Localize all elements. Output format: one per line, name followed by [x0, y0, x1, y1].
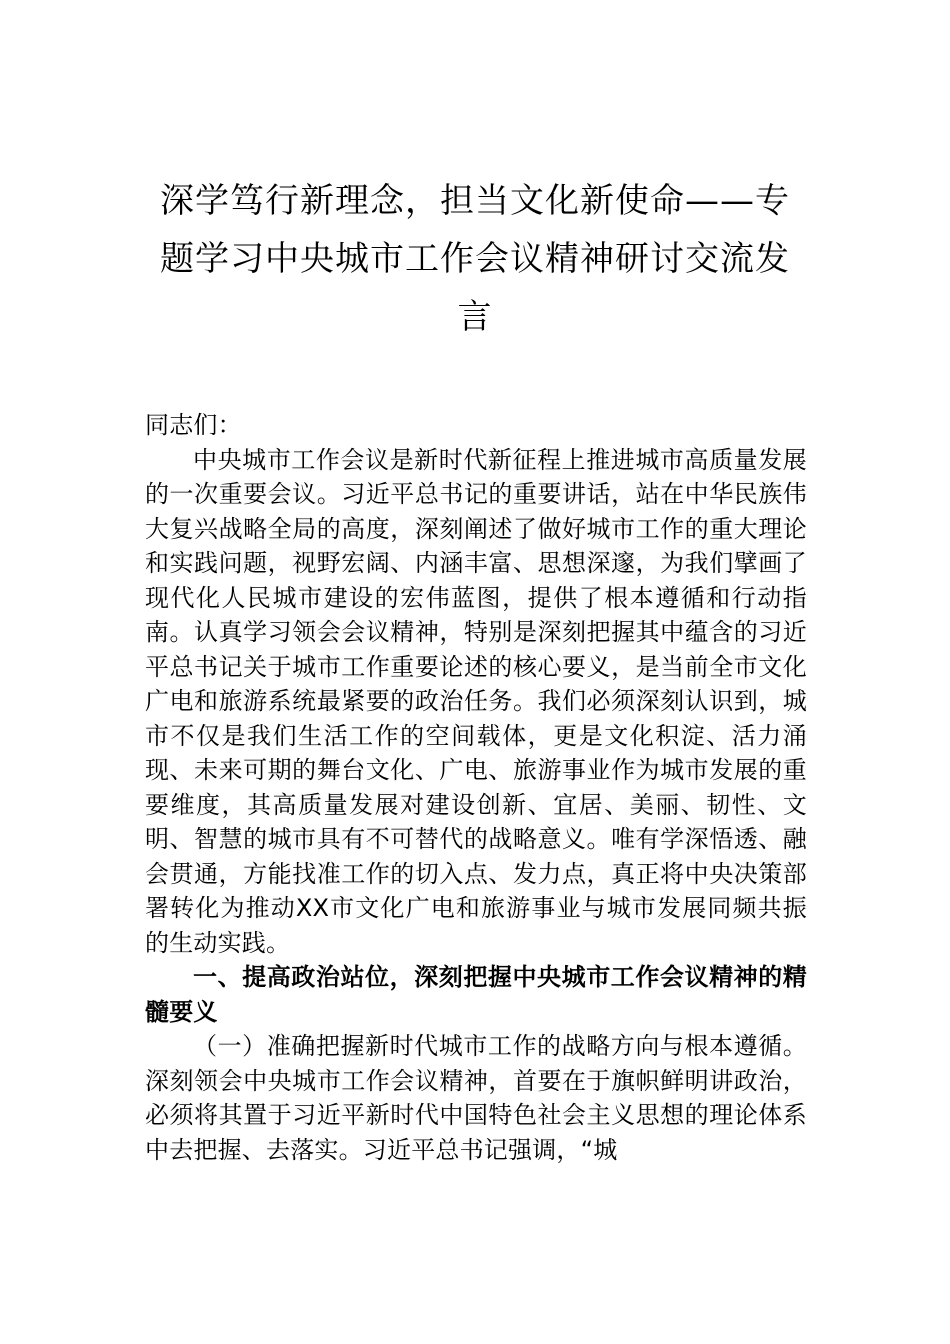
salutation: 同志们：: [145, 411, 242, 439]
document-title: 深学笃行新理念，担当文化新使命——专题学习中央城市工作会议精神研讨交流发言: [160, 181, 790, 337]
subsection-paragraph: （一）准确把握新时代城市工作的战略方向与根本遵循。深刻领会中央城市工作会议精神，首要在于旗帜鲜明讲政治，必须将其置于习近平新时代中国特色社会主义思想的理论体系中去把握、去落实。习近平总书记强调，“城: [145, 1032, 807, 1164]
section-heading: 一、提高政治站位，深刻把握中央城市工作会议精神的精髓要义: [145, 963, 807, 1026]
document-body: [145, 408, 807, 1167]
intro-paragraph: 中央城市工作会议是新时代新征程上推进城市高质量发展的一次重要会议。习近平总书记的重要讲话，站在中华民族伟大复兴战略全局的高度，深刻阐述了做好城市工作的重大理论和实践问题，视野宏阔、内涵丰富、思想深邃，为我们擘画了现代化人民城市建设的宏伟蓝图，提供了根本遵循和行动指南。认真学习领会会议精神，特别是深刻把握其中蕴含的习近平总书记关于城市工作重要论述的核心要义，是当前全市文化广电和旅游系统最紧要的政治任务。我们必须深刻认识到，城市不仅是我们生活工作的空间载体，更是文化积淀、活力涌现、未来可期的舞台文化、广电、旅游事业作为城市发展的重要维度，其高质量发展对建设创新、宜居、美丽、韧性、文明、智慧的城市具有不可替代的战略意义。唯有学深悟透、融会贯通，方能找准工作的切入点、发力点，真正将中央决策部署转化为推动XX市文化广电和旅游事业与城市发展同频共振的生动实践。: [145, 445, 807, 957]
